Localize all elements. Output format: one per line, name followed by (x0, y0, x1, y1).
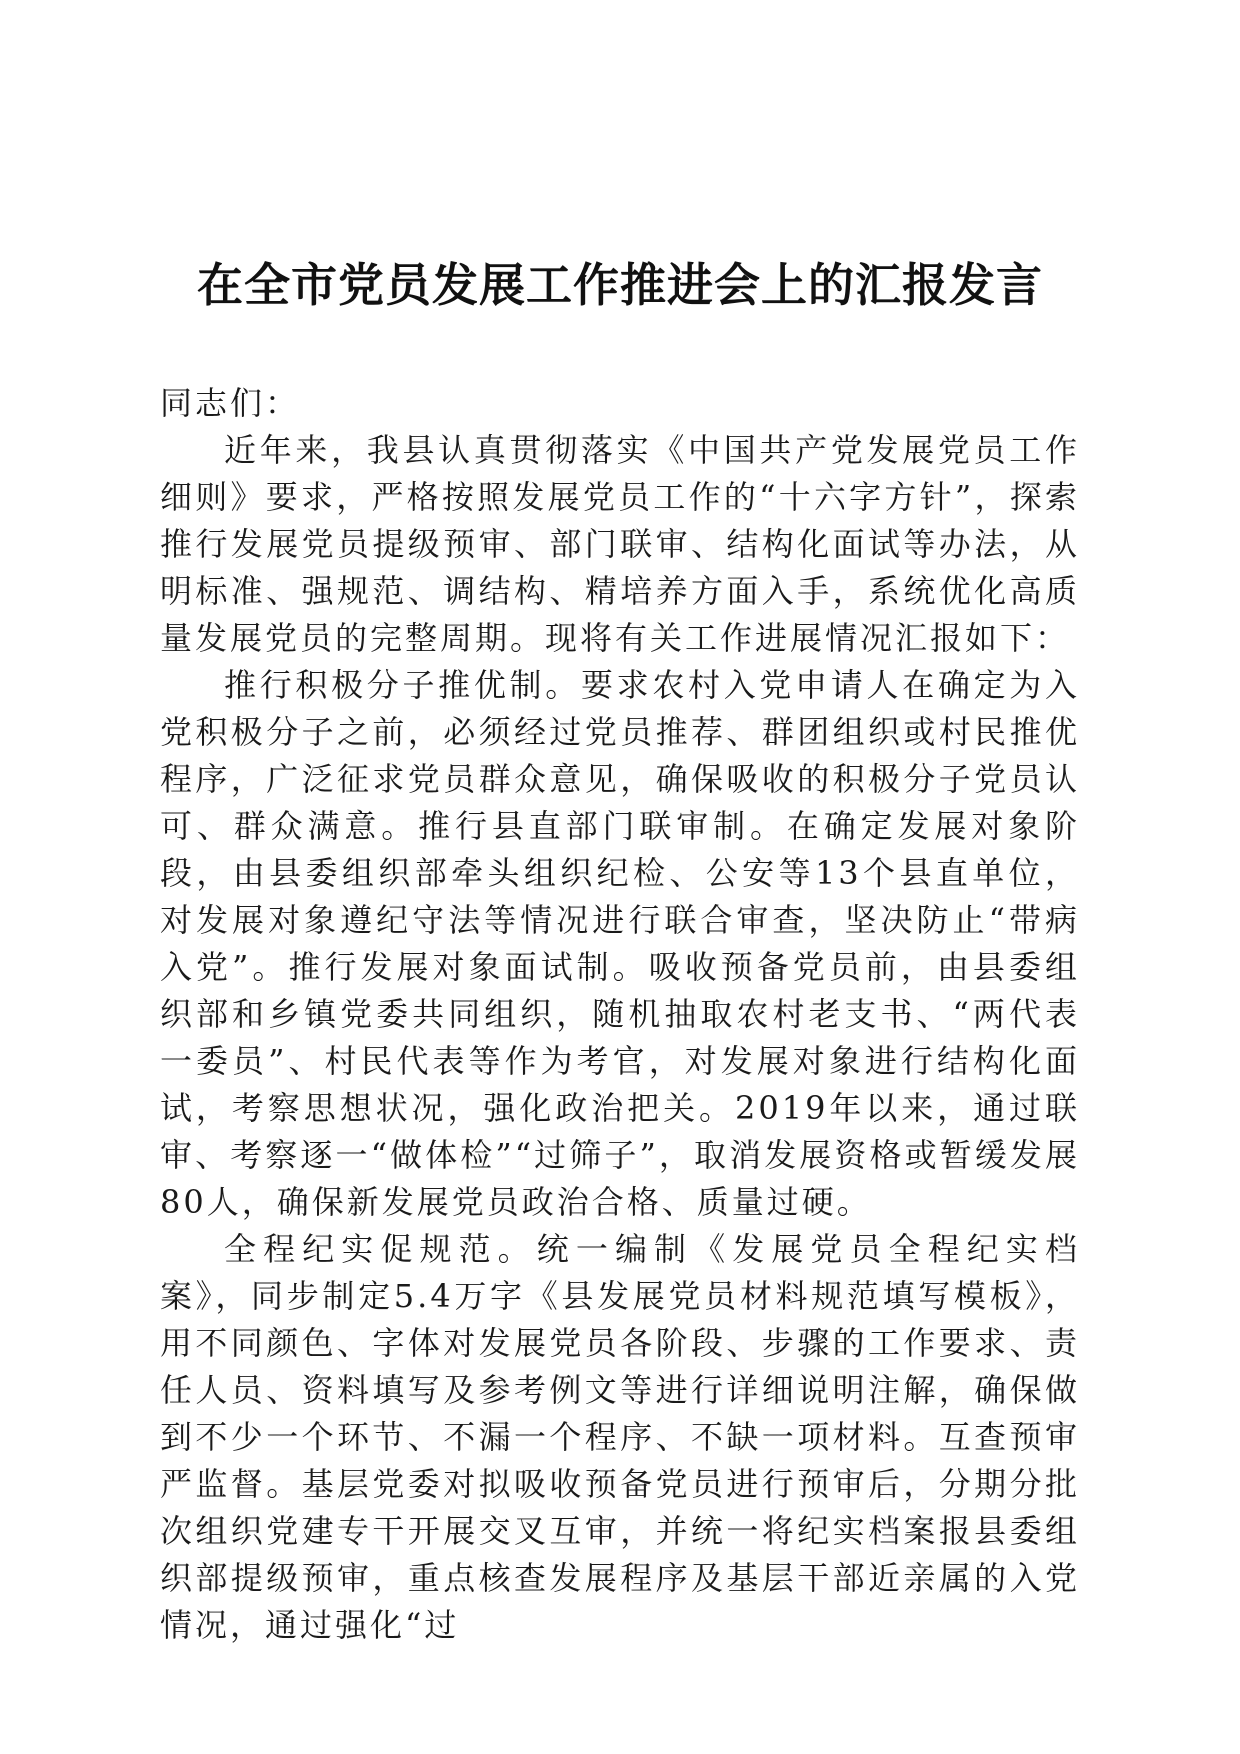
paragraph-standards: 推行积极分子推优制。要求农村入党申请人在确定为入党积极分子之前，必须经过党员推荐、群团组织或村民推优程序，广泛征求党员群众意见，确保吸收的积极分子党员认可、群众满意。推行县直部门联审制。在确定发展对象阶段，由县委组织部牵头组织纪检、公安等13个县直单位，对发展对象遵纪守法等情况进行联合审查，坚决防止“带病入党”。推行发展对象面试制。吸收预备党员前，由县委组织部和乡镇党委共同组织，随机抽取农村老支书、“两代表一委员”、村民代表等作为考官，对发展对象进行结构化面试，考察思想状况，强化政治把关。2019年以来，通过联审、考察逐一“做体检”“过筛子”，取消发展资格或暂缓发展80人，确保新发展党员政治合格、质量过硬。 (160, 666, 1080, 1221)
paragraph-norms: 全程纪实促规范。统一编制《发展党员全程纪实档案》，同步制定5.4万字《县发展党员材料规范填写模板》，用不同颜色、字体对发展党员各阶段、步骤的工作要求、责任人员、资料填写及参考例文等进行详细说明注解，确保做到不少一个环节、不漏一个程序、不缺一项材料。互查预审严监督。基层党委对拟吸收预备党员进行预审后，分期分批次组织党建专干开展交叉互审，并统一将纪实档案报县委组织部提级预审，重点核查发展程序及基层干部近亲属的入党情况，通过强化“过 (160, 1230, 1080, 1644)
salutation: 同志们： (160, 384, 301, 422)
paragraph-intro: 近年来，我县认真贯彻落实《中国共产党发展党员工作细则》要求，严格按照发展党员工作的“十六字方针”，探索推行发展党员提级预审、部门联审、结构化面试等办法，从明标准、强规范、调结构、精培养方面入手，系统优化高质量发展党员的完整周期。现将有关工作进展情况汇报如下： (160, 431, 1080, 657)
document-title: 在全市党员发展工作推进会上的汇报发言 (197, 258, 1043, 312)
document-body (160, 380, 1080, 1649)
